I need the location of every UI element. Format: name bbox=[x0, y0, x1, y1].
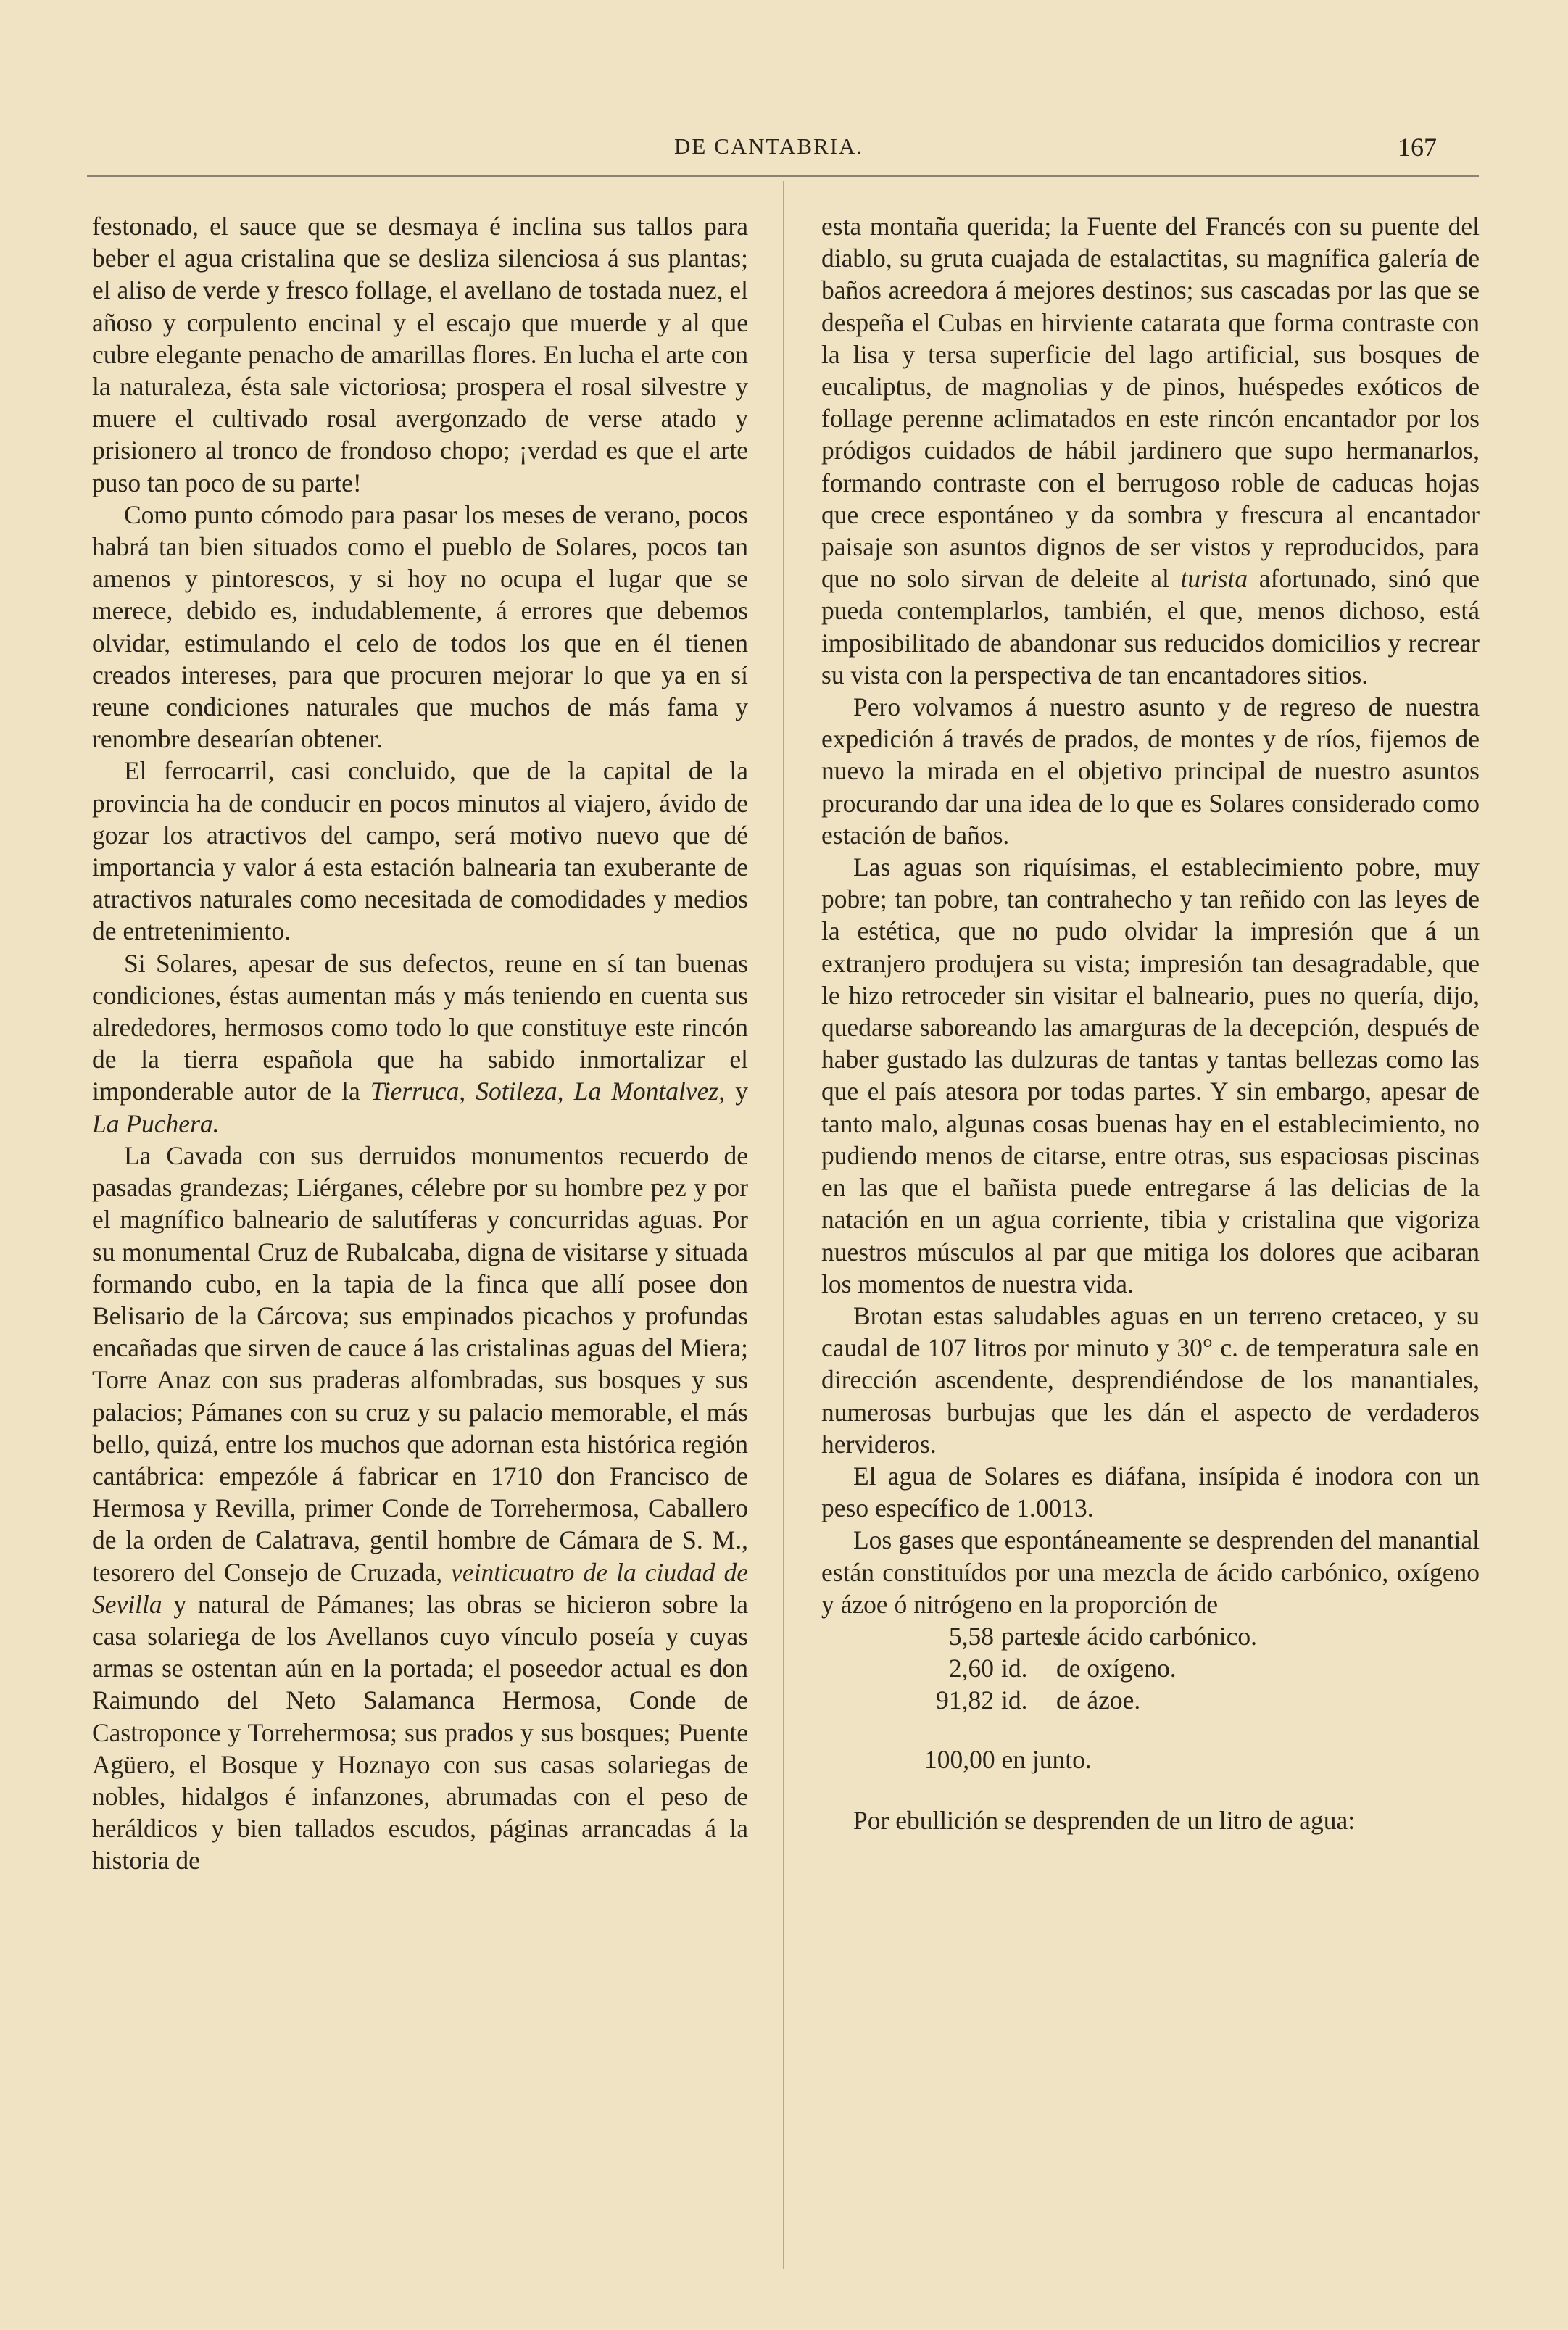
table-unit: id. bbox=[1001, 1686, 1028, 1715]
italic-phrase: veinticuatro de la ciudad de Sevilla bbox=[92, 1557, 748, 1619]
table-label: de ácido carbónico. bbox=[1056, 1621, 1257, 1651]
running-title: DE CANTABRIA. bbox=[674, 133, 864, 159]
table-value: 5,58 bbox=[948, 1621, 994, 1651]
table-row bbox=[908, 1652, 1480, 1684]
table-value: 2,60 bbox=[948, 1654, 994, 1683]
header-rule bbox=[87, 175, 1479, 177]
paragraph: El ferrocarril, casi concluido, que de la capital de la provincia ha de conducir en pocos minutos al viajero, ávido de gozar los atractivos del campo, será motivo nuevo que dé importancia y valor á esta estación balnearia tan exuberante de atractivos naturales como necesitada de comodidades y medios de entretenimiento. bbox=[92, 756, 748, 946]
paragraph: Las aguas son riquísimas, el establecimiento pobre, muy pobre; tan pobre, tan contrahecho y tan reñido con las leyes de la estética, que no pudo olvidar la impresión que á un extranjero produjera su vista; impresión tan desagradable, que le hizo retroceder sin visitar el balneario, pues no quería, dijo, quedarse saboreando las amarguras de la decepción, después de haber gustado las dulzuras de tantas y tantas bellezas como las que el país atesora por todas partes. Y sin embargo, apesar de tanto malo, algunas cosas buenas hay en el establecimiento, no pudiendo menos de citarse, entre otras, sus espaciosas piscinas en las que el bañista puede entregarse á las delicias de la natación en un agua corriente, tibia y cristalina que vigoriza nuestros músculos al par que mitiga los dolores que acibaran los momentos de nuestra vida. bbox=[821, 853, 1480, 1298]
table-unit: partes bbox=[1001, 1621, 1063, 1651]
paragraph-text: y bbox=[735, 1077, 749, 1106]
paragraph-text: esta montaña querida; la Fuente del Francés con su puente del diablo, su gruta cuajada de estalactitas, su magnífica galería de baños acreedora á mejores destinos; sus cascadas por las que se despeña el Cubas en hirviente catarata que forma contraste con la lisa y tersa superficie del lago artificial, sus bosques de eucaliptus, de magnolias y de pinos, huéspedes exóticos de follage perenne aclimatados en este rincón encantador por los pródigos cuidados de hábil jardinero que supo hermanarlos, formando contraste con el berrugoso roble de caducas hojas que crece espontáneo y da sombra y frescura al encantador paisaje son asuntos dignos de ser vistos y reproducidos, para que no solo sirvan de deleite al bbox=[821, 212, 1480, 594]
gas-proportion-table bbox=[908, 1620, 1480, 1717]
paragraph bbox=[821, 210, 1480, 691]
table-unit: id. bbox=[1001, 1654, 1028, 1683]
table-row bbox=[908, 1684, 1480, 1716]
left-column bbox=[92, 210, 748, 1877]
paragraph: Por ebullición se desprenden de un litro de agua: bbox=[853, 1805, 1356, 1835]
table-total: 100,00 en junto. bbox=[924, 1744, 1092, 1774]
table-row bbox=[908, 1620, 1480, 1652]
paragraph: Los gases que espontáneamente se desprenden del manantial están constituídos por una mezcla de ácido carbónico, oxígeno y ázoe ó nitrógeno en la proporción de bbox=[821, 1525, 1480, 1619]
right-column bbox=[821, 210, 1480, 1836]
page-number: 167 bbox=[1398, 133, 1437, 162]
paragraph bbox=[92, 1140, 748, 1877]
paragraph-text: afortunado, sinó que pueda contemplarlos, también, el que, menos dichoso, está imposibilitado de abandonar sus reducidos domicilios y recrear su vista con la perspectiva de tan encantadores sitios. bbox=[821, 564, 1480, 689]
table-value: 91,82 bbox=[936, 1686, 994, 1715]
italic-word: turista bbox=[1180, 564, 1248, 594]
page-header bbox=[0, 133, 1568, 170]
paragraph: Pero volvamos á nuestro asunto y de regreso de nuestra expedición á través de prados, de montes y de ríos, fijemos de nuevo la mirada en el objetivo principal de nuestro asuntos procurando dar una idea de lo que es Solares considerado como estación de baños. bbox=[821, 692, 1480, 850]
paragraph-text: y natural de Pámanes; las obras se hicieron sobre la casa solariega de los Avellanos cuyo vínculo poseía y cuyas armas se ostentan aún en la portada; el poseedor actual es don Raimundo del Neto Salamanca Hermosa, Conde de Castroponce y Torrehermosa; sus prados y sus bosques; Puente Agüero, el Bosque y Hoznayo con sus casas solariegas de nobles, hidalgos é infanzones, abrumadas con el peso de heráldicos y bien tallados escudos, páginas arrancadas á la historia de bbox=[92, 1589, 748, 1875]
paragraph-text: La Cavada con sus derruidos monumentos recuerdo de pasadas grandezas; Liérganes, célebre por su hombre pez y por el magnífico balneario de salutíferas y concurridas aguas. Por su monumental Cruz de Rubalcaba, digna de visitarse y situada formando cubo, en la tapia de la finca que allí posee don Belisario de la Cárcova; sus empinados picachos y profundas encañadas que sirven de cauce á las cristalinas aguas del Miera; Torre Anaz con sus praderas alfombradas, sus bosques y sus palacios; Pámanes con su cruz y su palacio memorable, el más bello, quizá, entre los muchos que adornan esta histórica región cantábrica: empezóle á fabricar en 1710 don Francisco de Hermosa y Revilla, primer Conde de Torrehermosa, Caballero de la orden de Calatrava, gentil hombre de Cámara de S. M., tesorero del Consejo de Cruzada, bbox=[92, 1140, 748, 1587]
italic-title: Tierruca, Sotileza, La Montalvez, bbox=[370, 1077, 726, 1106]
paragraph: Como punto cómodo para pasar los meses de verano, pocos habrá tan bien situados como el pueblo de Solares, pocos tan amenos y pintorescos, y si hoy no ocupa el lugar que se merece, debido es, indudablemente, á errores que debemos olvidar, estimulando el celo de todos los que en él tienen creados intereses, para que procuren mejorar lo que ya en sí reune condiciones naturales que muchos de más fama y renombre desearían obtener. bbox=[92, 499, 748, 754]
table-label: de oxígeno. bbox=[1056, 1654, 1177, 1683]
italic-title: La Puchera. bbox=[92, 1108, 220, 1138]
column-divider bbox=[783, 181, 784, 2269]
table-label: de ázoe. bbox=[1056, 1686, 1141, 1715]
paragraph-text: Si Solares, apesar de sus defectos, reune en sí tan buenas condiciones, éstas aumentan más y más teniendo en cuenta sus alrededores, hermosos como todo lo que constituye este rincón de la tierra española que ha sabido inmortalizar el imponderable autor de la bbox=[92, 948, 748, 1106]
paragraph bbox=[92, 948, 748, 1140]
paragraph: El agua de Solares es diáfana, insípida é inodora con un peso específico de 1.0013. bbox=[821, 1461, 1480, 1523]
paragraph: Brotan estas saludables aguas en un terreno cretaceo, y su caudal de 107 litros por minuto y 30° c. de temperatura sale en dirección ascendente, desprendiéndose de los manantiales, numerosas burbujas que les dán el aspecto de verdaderos hervideros. bbox=[821, 1301, 1480, 1459]
paragraph: festonado, el sauce que se desmaya é inclina sus tallos para beber el agua cristalina que se desliza silenciosa á sus plantas; el aliso de verde y fresco follage, el avellano de tostada nuez, el añoso y corpulento encinal y el escajo que muerde y al que cubre elegante penacho de amarillas flores. En lucha el arte con la naturaleza, ésta sale victoriosa; prospera el rosal silvestre y muere el cultivado rosal avergonzado de verse atado y prisionero al tronco de frondoso chopo; ¡verdad es que el arte puso tan poco de su parte! bbox=[92, 212, 748, 497]
